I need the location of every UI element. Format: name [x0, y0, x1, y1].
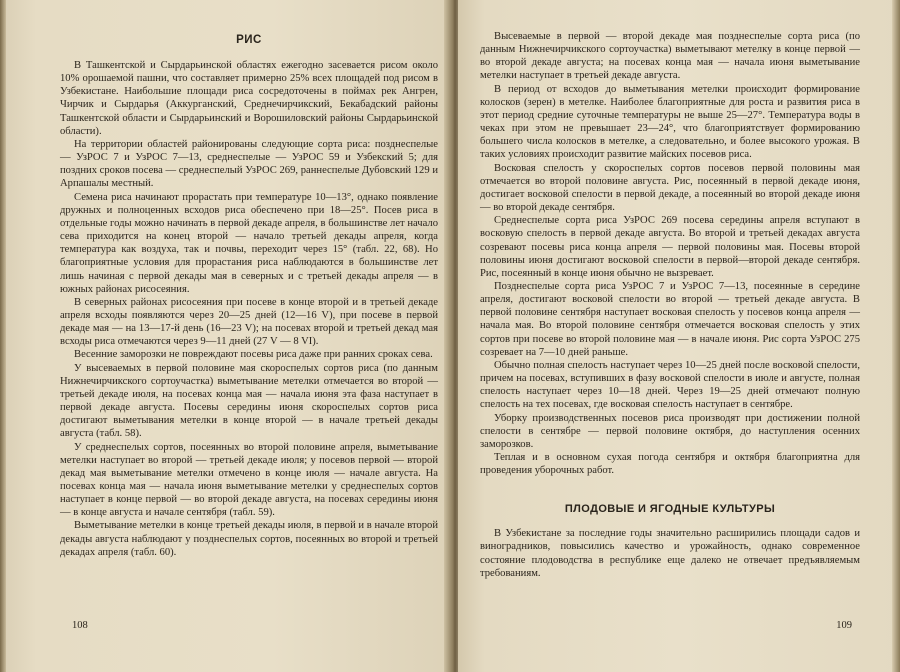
paragraph: Обычно полная спелость наступает через 10—25 дней после восковой спелости, причем на посевах, вступивших в фазу восковой спелости в июле и августе, полная спелость наступает через 10—18 дней. Через 19—25 дней отмечают полную спелость на тех посевах, где восковая спелость наступает в сентябре. — [480, 359, 860, 411]
left-body-text — [60, 59, 438, 559]
page-edge-left — [0, 0, 6, 672]
paragraph: В северных районах рисосеяния при посеве в конце второй и в третьей декаде апреля всходы появляются через 20—25 дней (12—16 V), при посеве в первой декаде мая — на 13—17-й день (16—23 V); на посевах второй и третьей декад мая всходы риса отмечаются через 9—11 дней (27 V — 8 VI). — [60, 296, 438, 348]
paragraph: Высеваемые в первой — второй декаде мая позднеспелые сорта риса (по данным Нижнечирчикского сортоучастка) выметывают метелку в конце первой — во второй декаде августа; на посевах конца мая — начала июня выметывание метелки наступает в третьей декаде августа. — [480, 31, 860, 82]
section-heading-fruit-crops: ПЛОДОВЫЕ И ЯГОДНЫЕ КУЛЬТУРЫ — [564, 503, 776, 516]
paragraph: Позднеспелые сорта риса УзРОС 7 и УзРОС 7—13, посеянные в середине апреля, достигают восковой спелости во второй — третьей декаде августа. В первой половине сентября наступает восковая спелость у посевов конца апреля — начала мая. Во второй половине сентября отмечается восковая спелость у этих сортов при посеве во второй половине мая — в начале июня. Рис сорта УзРОС 275 созревает на 7—10 дней раньше. — [480, 280, 860, 358]
paragraph: На территории областей районированы следующие сорта риса: позднеспелые — УзРОС 7 и УзРОС 7—13, среднеспелые — УзРОС 59 и Узбекский 5; для поздних сроков посева — среднеспелый УзРОС 269, раннеспелые Дубовский 129 и Арпашалы местный. — [60, 138, 438, 190]
paragraph: Теплая и в основном сухая погода сентября и октября благоприятна для проведения уборочных работ. — [480, 452, 860, 477]
paragraph: Восковая спелость у скороспелых сортов посевов первой половины мая отмечается во второй половине августа. Рис, посеянный в первой декаде июня, достигает восковой спелости в первой декаде, а посеянный во второй декаде июня — во второй декаде сентября. — [480, 162, 860, 214]
right-body-text — [480, 30, 860, 477]
page-number: 109 — [836, 620, 852, 631]
page-number: 108 — [72, 620, 88, 631]
page-edge-right — [892, 0, 900, 672]
right-body-text-2 — [480, 527, 860, 580]
paragraph: У среднеспелых сортов, посеянных во второй половине апреля, выметывание метелки наступает во второй — третьей декаде июля; у посевов первой — второй декад мая выметывание метелки отмечено в конце июля — начале августа. На посевах конца мая — начала июня выметывание метелки у среднеспелых сортов наступает в конце первой — во второй декаде августа, на посевах середины июня — в конце августа и начале сентября (табл. 59). — [60, 441, 438, 519]
paragraph: Весенние заморозки не повреждают посевы риса даже при ранних сроках сева. — [74, 349, 433, 361]
paragraph: Уборку производственных посевов риса производят при достижении полной спелости в сентябре — первой половине октября, до наступления осенних заморозков. — [480, 412, 860, 450]
paragraph: Семена риса начинают прорастать при температуре 10—13°, однако появление дружных и полноценных всходов риса обеспечено при 18—25°. Посев риса в отдельные годы можно начинать в первой декаде апреля, в большинстве лет начало сева приходится на конец второй — начало третьей декады апреля, когда температура как воздуха, так и почвы, переходит через 15° (табл. 22, 68). Но благоприятные условия для прорастания риса наблюдаются в большинстве лет лишь начиная с первой декады мая в северных и с третьей декады апреля — в южных районах рисосеяния. — [60, 191, 438, 295]
paragraph: В Узбекистане за последние годы значительно расширились площади садов и виноградников, повысились качество и урожайность, однако современное состояние плодоводства в республике еще далеко не отвечает предъявляемым требованиям. — [480, 528, 860, 579]
paragraph: У высеваемых в первой половине мая скороспелых сортов риса (по данным Нижнечирчикского сортоучастка) выметывание метелки отмечается во второй — третьей декаде июля, на посевах конца мая — начала июня эта фаза наступает в первой декаде августа. Посевы середины июня скороспелых сортов риса достигают выметывания метелки в конце второй — в начале третьей декады августа (табл. 58). — [60, 362, 438, 440]
paragraph: Среднеспелые сорта риса УзРОС 269 посева середины апреля вступают в восковую спелость в первой декаде августа. Во второй и третьей декадах августа созревают посевы риса конца апреля — первой половины мая. Посевы второй половины июня достигают восковой спелости в первой—второй декаде сентября. Рис, посеянный в конце июня обычно не вызревает. — [480, 215, 860, 279]
section-heading-rice: РИС — [236, 34, 262, 46]
paragraph: В Ташкентской и Сырдарьинской областях ежегодно засевается рисом около 10% орошаемой пашни, что составляет примерно 25% всех площадей под рисом в Узбекистане. Наибольшие площади риса сосредоточены в поймах рек Ангрен, Чирчик и Сырдарья (Аккурганский, Среднечирчикский, Бекабадский районы Ташкентской области и Сырдарьинский и Ворошиловский районы Сырдарьинской области). — [60, 60, 438, 137]
paragraph: Выметывание метелки в конце третьей декады июля, в первой и в начале второй декады августа наблюдают у позднеспелых сортов, посеянных во второй и третьей декадах апреля (табл. 60). — [60, 520, 438, 558]
paragraph: В период от всходов до выметывания метелки происходит формирование колосков (зерен) в метелке. Наиболее благоприятные для роста и развития риса в этот период средние суточные температуры не выше 25—27°. Температура воды в чеках при этом не превышает 23—24°, что благоприятствует формированию большего числа колосков в метелке, а следовательно, и более высокого урожая. В таких условиях происходит развитие майских посевов риса. — [480, 83, 860, 161]
right-page — [458, 0, 900, 672]
